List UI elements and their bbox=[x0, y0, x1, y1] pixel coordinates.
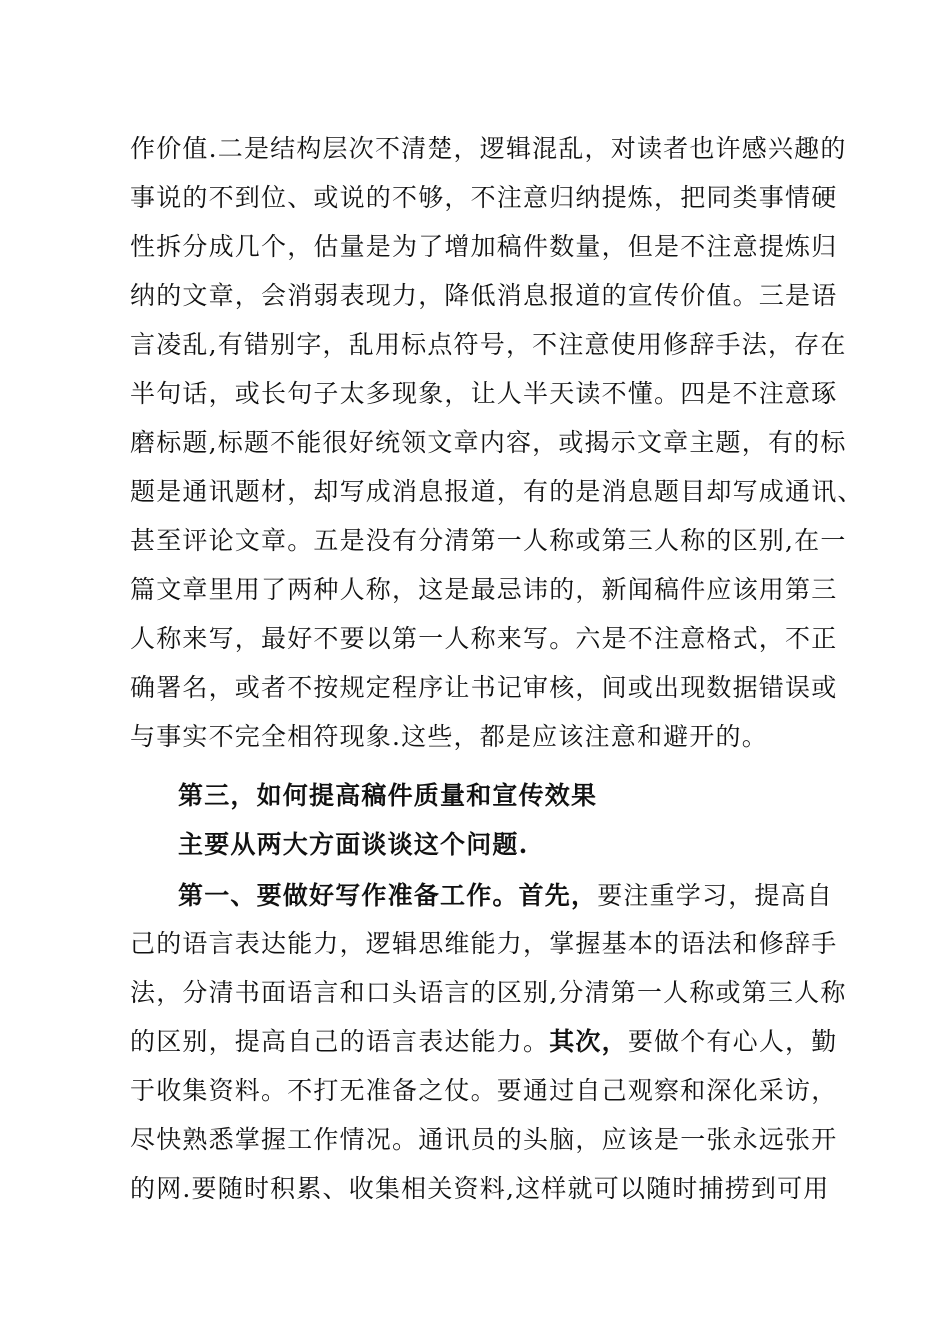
text-line: 的网.要随时积累、收集相关资料,这样就可以随时捕捞到可用 bbox=[130, 1174, 830, 1203]
text-line: 与事实不完全相符现象.这些，都是应该注意和避开的。 bbox=[130, 722, 768, 751]
text-line: 性拆分成几个，估量是为了增加稿件数量，但是不注意提炼归 bbox=[130, 232, 838, 261]
text-line: 篇文章里用了两种人称，这是最忌讳的，新闻稿件应该用第三 bbox=[130, 575, 838, 604]
text-line: 确署名，或者不按规定程序让书记审核，间或出现数据错误或 bbox=[130, 673, 838, 702]
section-heading: 第三，如何提高稿件质量和宣传效果 bbox=[178, 781, 598, 810]
section-intro: 主要从两大方面谈谈这个问题. bbox=[178, 830, 529, 859]
text-span: 要注重学习，提高自 bbox=[597, 881, 834, 910]
text-line: 人称来写，最好不要以第一人称来写。六是不注意格式，不正 bbox=[130, 624, 838, 653]
text-line: 事说的不到位、或说的不够，不注意归纳提炼，把同类事情硬 bbox=[130, 183, 838, 212]
bold-lead: 其次， bbox=[549, 1027, 628, 1056]
text-span: 要做个有心人，勤 bbox=[627, 1027, 838, 1056]
text-line: 磨标题,标题不能很好统领文章内容，或揭示文章主题，有的标 bbox=[130, 428, 847, 457]
text-line: 半句话，或长句子太多现象，让人半天读不懂。四是不注意琢 bbox=[130, 379, 838, 408]
text-line: 甚至评论文章。五是没有分清第一人称或第三人称的区别,在一 bbox=[130, 526, 847, 555]
text-line: 法，分清书面语言和口头语言的区别,分清第一人称或第三人称 bbox=[130, 978, 847, 1007]
text-line: 于收集资料。不打无准备之仗。要通过自己观察和深化采访， bbox=[130, 1076, 838, 1105]
bold-lead: 第一、要做好写作准备工作。首先， bbox=[178, 881, 598, 910]
text-line: 纳的文章，会消弱表现力，降低消息报道的宣传价值。三是语 bbox=[130, 281, 838, 310]
text-line: 作价值.二是结构层次不清楚，逻辑混乱，对读者也许感兴趣的 bbox=[130, 134, 847, 163]
text-line: 尽快熟悉掌握工作情况。通讯员的头脑，应该是一张永远张开 bbox=[130, 1125, 838, 1154]
text-line: 题是通讯题材，却写成消息报道，有的是消息题目却写成通讯、 bbox=[130, 477, 864, 506]
text-span: 的区别，提高自己的语言表达能力。 bbox=[130, 1027, 550, 1056]
text-line bbox=[130, 1022, 840, 1062]
text-line: 己的语言表达能力，逻辑思维能力，掌握基本的语法和修辞手 bbox=[130, 929, 838, 958]
text-line: 言凌乱,有错别字，乱用标点符号，不注意使用修辞手法，存在 bbox=[130, 330, 847, 359]
text-line bbox=[178, 876, 838, 916]
